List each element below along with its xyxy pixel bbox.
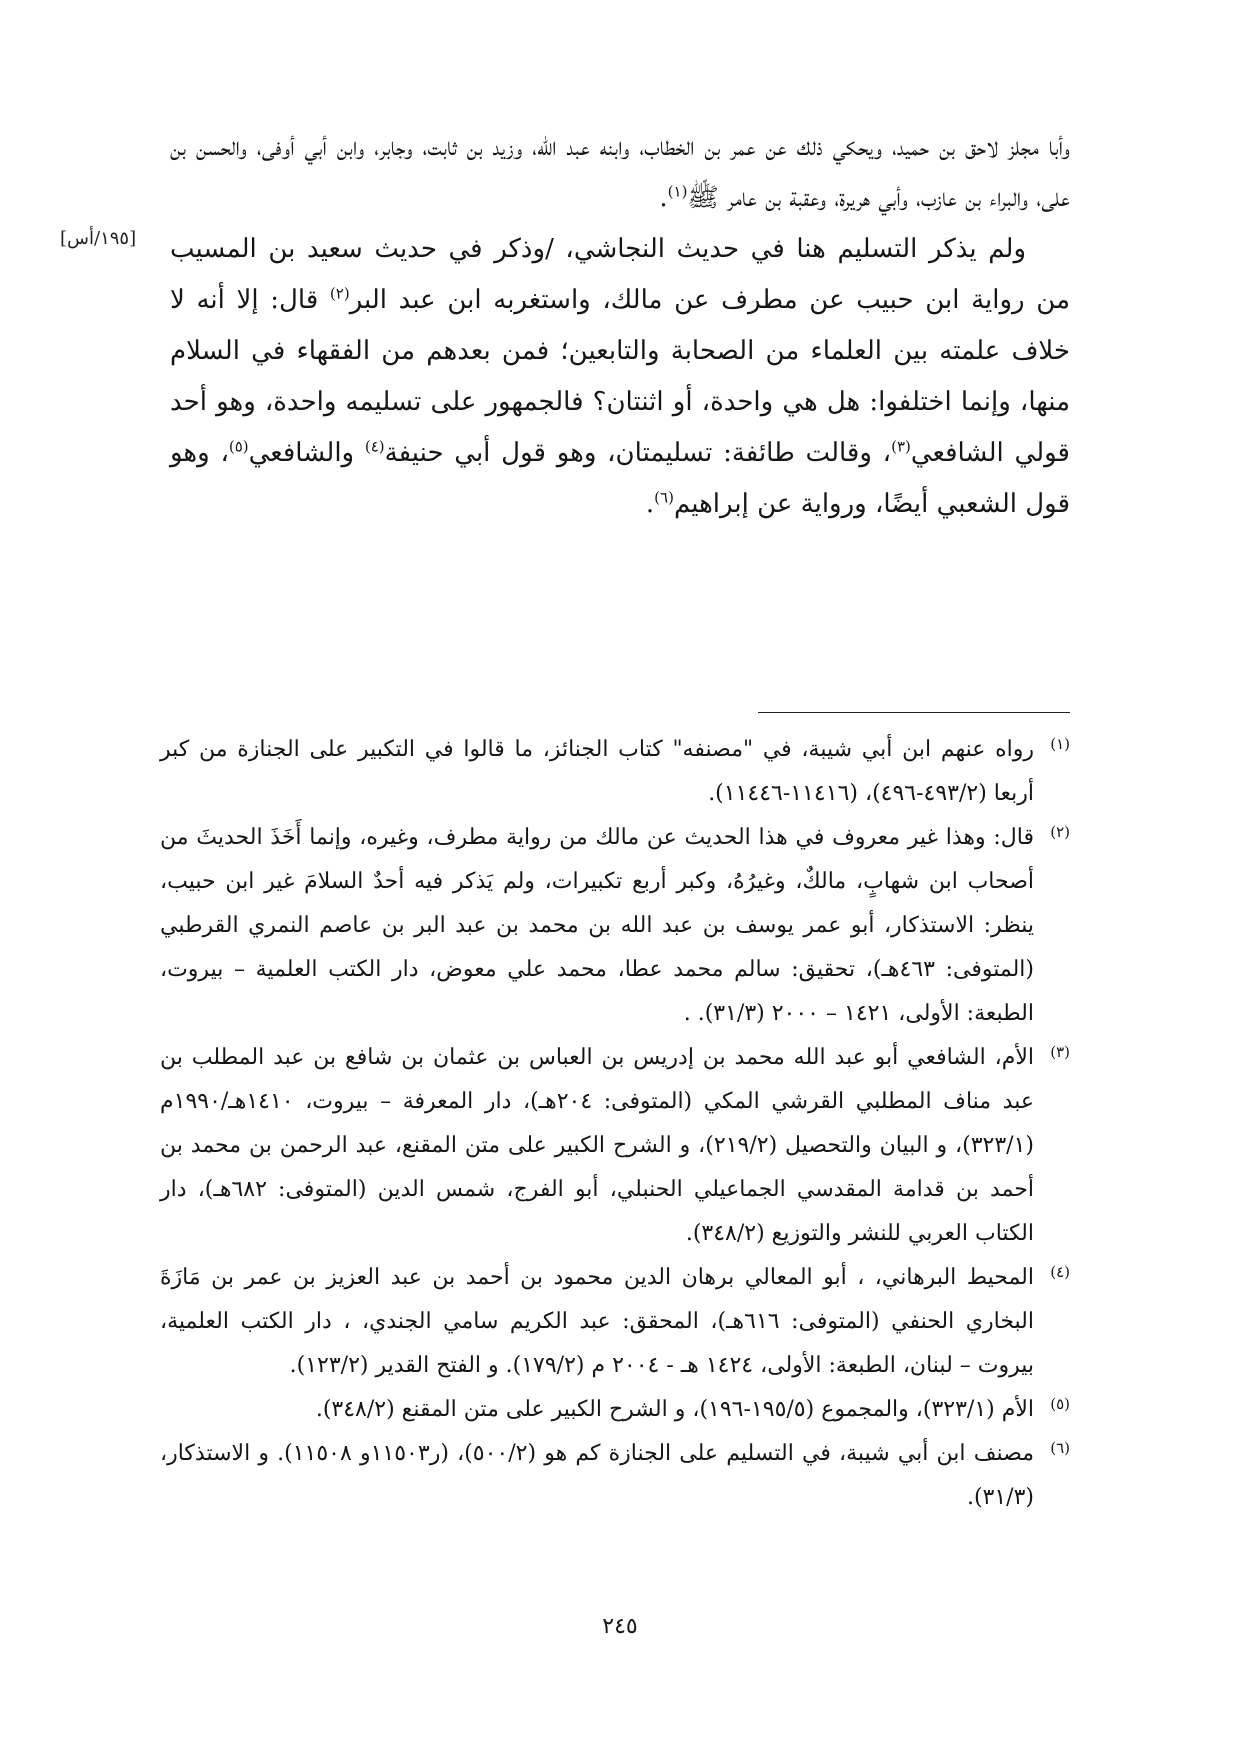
- paragraph-2-text-b: قال: إلا أنه لا خلاف علمته بين العلماء من الصحابة والتابعين؛ فمن بعدهم من الفقهاء في السلام منها، وإنما اختلفوا: هل هي واحدة، أو اثنتان؟ فالجمهور على تسليمه واحدة، وهو أحد قولي الشافعي: [170, 285, 1070, 468]
- footnotes: [160, 728, 1070, 1520]
- footnote-number: (٢): [1050, 823, 1070, 841]
- paragraph-2: [170, 224, 1070, 530]
- footnote-number: (١): [1050, 735, 1070, 753]
- footnote-text: مصنف ابن أبي شيبة، في التسليم على الجنازة كم هو (٥٠٠/٢)، (ر١١٥٠٣و ١١٥٠٨). و الاستذكار، (٣١/٣).: [160, 1441, 1034, 1510]
- footnote-number: (٤): [1050, 1263, 1070, 1281]
- paragraph-1-end: .: [659, 183, 668, 213]
- footnote-ref-6[interactable]: (٦): [654, 488, 674, 507]
- footnote-ref-2[interactable]: (٢): [329, 284, 350, 303]
- footnote-4: [160, 1256, 1070, 1388]
- footnote-number: (٦): [1050, 1439, 1070, 1457]
- footnote-number: (٥): [1050, 1395, 1070, 1413]
- paragraph-1-text: وأبا مجلز لاحق بن حميد، ويحكي ذلك عن عمر بن الخطاب، وابنه عبد الله، وزيد بن ثابت، وجابر، وابن أبي أوفى، والحسن بن على، والبراء بن عازب، وأبي هريرة، وعقبة بن عامر ﷺ: [170, 132, 1070, 213]
- footnote-ref-4[interactable]: (٤): [364, 437, 385, 456]
- paragraph-1: [170, 122, 1070, 224]
- paragraph-2-text-a: ولم يذكر التسليم هنا في حديث النجاشي، /وذكر في حديث سعيد بن المسيب من رواية ابن حبيب عن مطرف عن مالك، واستغربه ابن عبد البر: [170, 234, 1070, 315]
- footnote-text: المحيط البرهاني، ، أبو المعالي برهان الدين محمود بن أحمد بن عبد العزيز بن عمر بن مَازَةَ البخاري الحنفي (المتوفى: ٦١٦هـ)، المحقق: عبد الكريم سامي الجندي، ، دار الكتب العلمية، بيروت – لبنان، الطبعة: الأولى، ١٤٢٤ هـ - ٢٠٠٤ م (١٧٩/٢). و الفتح القدير (١٢٣/٢).: [160, 1265, 1034, 1378]
- footnote-number: (٣): [1050, 1043, 1070, 1061]
- paragraph-2-text-c: ، وقالت طائفة: تسليمتان، وهو قول أبي حنيفة: [384, 438, 892, 468]
- footnote-6: [160, 1432, 1070, 1520]
- footnote-3: [160, 1036, 1070, 1256]
- main-text: [170, 122, 1070, 530]
- footnote-ref-5[interactable]: (٥): [228, 437, 249, 456]
- footnote-5: [160, 1388, 1070, 1432]
- footnote-2: [160, 816, 1070, 1036]
- paragraph-2-text-d: والشافعي: [248, 438, 365, 468]
- paragraph-2-end: .: [645, 489, 655, 519]
- page-number: ٢٤٥: [602, 1614, 638, 1639]
- footnote-1: [160, 728, 1070, 816]
- footnote-text: الأم، الشافعي أبو عبد الله محمد بن إدريس بن العباس بن عثمان بن شافع بن عبد المطلب بن عبد مناف المطلبي القرشي المكي (المتوفى: ٢٠٤هـ)، دار المعرفة – بيروت، ١٤١٠هـ/١٩٩٠م (٣٢٣/١)، و البيان والتحصيل (٢١٩/٢)، و الشرح الكبير على متن المقنع، عبد الرحمن بن محمد بن أحمد بن قدامة المقدسي الجماعيلي الحنبلي، أبو الفرج، شمس الدين (المتوفى: ٦٨٢هـ)، دار الكتاب العربي للنشر والتوزيع (٣٤٨/٢).: [160, 1045, 1034, 1246]
- footnote-text: رواه عنهم ابن أبي شيبة، في "مصنفه" كتاب الجنائز، ما قالوا في التكبير على الجنازة من كبر أربعا (٤٩٣/٢-٤٩٦)، (١١٤١٦-١١٤٤٦).: [160, 737, 1034, 806]
- manuscript-folio-marker: [١٩٥/أس]: [60, 228, 137, 249]
- footnote-ref-3[interactable]: (٣): [891, 437, 911, 456]
- footnote-ref-1[interactable]: (١): [667, 182, 688, 201]
- footnote-text: الأم (٣٢٣/١)، والمجموع (١٩٥/٥-١٩٦)، و الشرح الكبير على متن المقنع (٣٤٨/٢).: [315, 1397, 1034, 1422]
- footnote-text: قال: وهذا غير معروف في هذا الحديث عن مالك من رواية مطرف، وغيره، وإنما أَخَذَ الحديثَ من أصحاب ابن شهابٍ، مالكٌ، وغيرُهُ، وكبر أربع تكبيرات، ولم يَذكر فيه أحدٌ السلامَ غير ابن حبيب، ينظر: الاستذكار، أبو عمر يوسف بن عبد الله بن محمد بن عبد البر بن عاصم النمري القرطبي (المتوفى: ٤٦٣هـ)، تحقيق: سالم محمد عطا، محمد علي معوض، دار الكتب العلمية – بيروت، الطبعة: الأولى، ١٤٢١ – ٢٠٠٠ (٣١/٣). .: [160, 825, 1034, 1026]
- paragraph-2-text-e: ، وهو قول الشعبي أيضًا، ورواية عن إبراهيم: [170, 438, 1070, 519]
- footnote-separator: [758, 712, 1070, 713]
